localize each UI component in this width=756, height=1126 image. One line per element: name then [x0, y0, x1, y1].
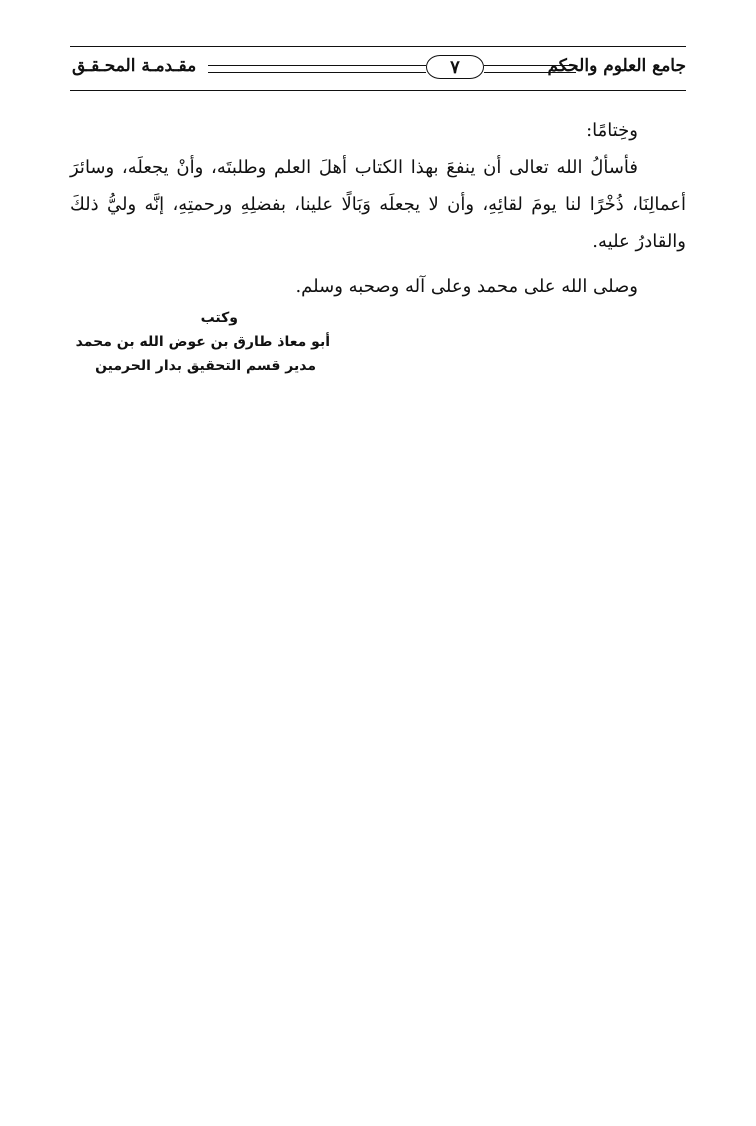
section-title: مقـدمـة المحـقـق — [72, 56, 197, 76]
closing-heading: وخِتامًا: — [586, 120, 638, 141]
page-header — [70, 42, 686, 92]
salutation-line: وصلى الله على محمد وعلى آله وصحبه وسلم. — [295, 276, 638, 297]
prayer-paragraph: فأسألُ الله تعالى أن ينفعَ بهذا الكتاب أهلَ العلم وطلبتَه، وأنْ يجعلَه، وسائرَ أعمالِنَا، ذُخْرًا لنا يومَ لقائِهِ، وأن لا يجعلَه وَبَالًا علينا، بفضلِهِ ورحمتِهِ، إنَّه وليُّ ذلكَ والقادرُ عليه. — [70, 157, 686, 252]
header-double-line-left — [208, 65, 426, 73]
signature-block — [70, 306, 330, 378]
header-bottom-rule — [70, 90, 686, 91]
body-text — [70, 112, 686, 305]
book-title: جامع العلوم والحكم — [547, 56, 686, 76]
page-number: ٧ — [426, 55, 484, 79]
header-double-line-right — [484, 65, 576, 73]
signature-name: أبو معاذ طارق بن عوض الله بن محمد — [75, 334, 330, 350]
signature-role: مدير قسم التحقيق بدار الحرمين — [95, 358, 316, 374]
header-top-rule — [70, 46, 686, 47]
signature-wrote-label: وكتب — [200, 310, 238, 326]
